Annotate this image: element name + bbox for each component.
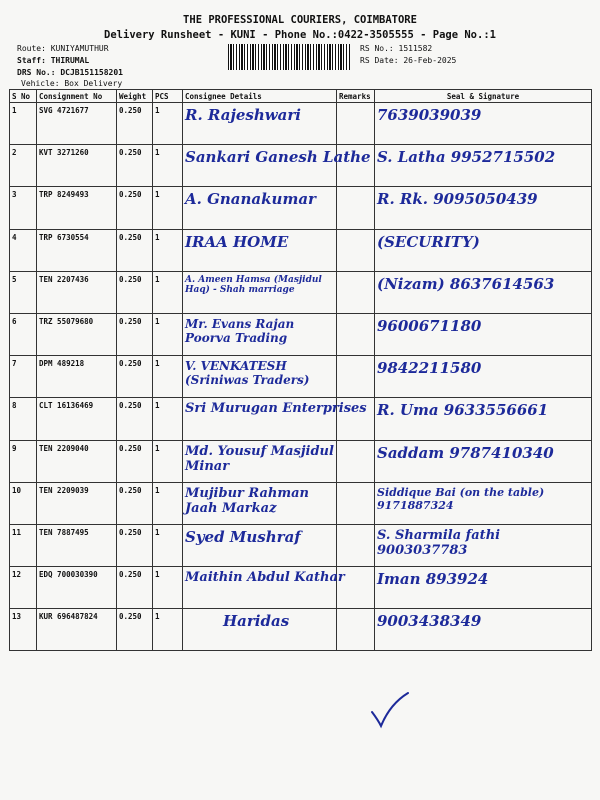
row-remarks	[337, 271, 375, 313]
row-consignee: Md. Yousuf Masjidul Minar	[183, 440, 337, 482]
table-row	[10, 482, 592, 524]
row-consignee: Mujibur Rahman Jaah Markaz	[183, 482, 337, 524]
row-consignee: Sri Murugan Enterprises	[183, 398, 337, 440]
row-consignment: EDQ 700030390	[37, 567, 117, 609]
row-sno: 10	[10, 482, 37, 524]
row-signature: 9600671180	[375, 313, 592, 355]
row-consignment: SVG 4721677	[37, 103, 117, 145]
row-weight: 0.250	[117, 356, 153, 398]
row-signature: 7639039039	[375, 103, 592, 145]
row-consignment: TEN 2207436	[37, 271, 117, 313]
row-consignment: DPM 489218	[37, 356, 117, 398]
row-pcs: 1	[153, 271, 183, 313]
table-row	[10, 229, 592, 271]
row-sno: 2	[10, 145, 37, 187]
row-signature: R. Uma 9633556661	[375, 398, 592, 440]
row-pcs: 1	[153, 313, 183, 355]
row-sno: 7	[10, 356, 37, 398]
row-consignee: R. Rajeshwari	[183, 103, 337, 145]
row-weight: 0.250	[117, 609, 153, 651]
table-row	[10, 609, 592, 651]
checkmark-icon	[368, 690, 412, 730]
row-weight: 0.250	[117, 567, 153, 609]
table-row	[10, 524, 592, 566]
row-remarks	[337, 482, 375, 524]
row-sno: 1	[10, 103, 37, 145]
row-consignee: Syed Mushraf	[183, 524, 337, 566]
row-consignment: TRP 8249493	[37, 187, 117, 229]
column-header: Consignee Details	[183, 90, 337, 103]
row-pcs: 1	[153, 187, 183, 229]
row-pcs: 1	[153, 609, 183, 651]
table-header-row	[10, 90, 592, 103]
row-remarks	[337, 356, 375, 398]
rs-date: RS Date: 26-Feb-2025	[360, 56, 457, 65]
row-weight: 0.250	[117, 271, 153, 313]
row-signature: S. Latha 9952715502	[375, 145, 592, 187]
row-consignee: Maithin Abdul Kathar	[183, 567, 337, 609]
table-row	[10, 187, 592, 229]
row-remarks	[337, 609, 375, 651]
column-header: Consignment No	[37, 90, 117, 103]
row-signature: (Nizam) 8637614563	[375, 271, 592, 313]
row-weight: 0.250	[117, 482, 153, 524]
row-remarks	[337, 229, 375, 271]
row-consignee: Sankari Ganesh Lathe	[183, 145, 337, 187]
row-remarks	[337, 103, 375, 145]
row-weight: 0.250	[117, 440, 153, 482]
row-pcs: 1	[153, 145, 183, 187]
row-sno: 5	[10, 271, 37, 313]
column-header: PCS	[153, 90, 183, 103]
row-consignment: TEN 2209039	[37, 482, 117, 524]
row-consignment: TRZ 55079680	[37, 313, 117, 355]
table-row	[10, 356, 592, 398]
row-remarks	[337, 524, 375, 566]
row-weight: 0.250	[117, 145, 153, 187]
row-sno: 4	[10, 229, 37, 271]
row-sno: 6	[10, 313, 37, 355]
runsheet-subtitle: Delivery Runsheet - KUNI - Phone No.:0422-3505555 - Page No.:1	[104, 29, 496, 41]
row-weight: 0.250	[117, 313, 153, 355]
row-pcs: 1	[153, 398, 183, 440]
row-remarks	[337, 440, 375, 482]
company-title: THE PROFESSIONAL COURIERS, COIMBATORE	[183, 14, 417, 26]
row-sno: 13	[10, 609, 37, 651]
row-consignee: Mr. Evans Rajan Poorva Trading	[183, 313, 337, 355]
drs-number: DRS No.: DCJB151158201	[17, 68, 123, 77]
row-weight: 0.250	[117, 524, 153, 566]
row-signature: 9003438349	[375, 609, 592, 651]
table-row	[10, 145, 592, 187]
row-sno: 11	[10, 524, 37, 566]
row-remarks	[337, 187, 375, 229]
row-signature: 9842211580	[375, 356, 592, 398]
row-signature: Siddique Bai (on the table) 9171887324	[375, 482, 592, 524]
table-row	[10, 313, 592, 355]
table-row	[10, 567, 592, 609]
row-pcs: 1	[153, 356, 183, 398]
row-sno: 12	[10, 567, 37, 609]
row-consignee: A. Gnanakumar	[183, 187, 337, 229]
row-consignment: TRP 6730554	[37, 229, 117, 271]
column-header: Weight	[117, 90, 153, 103]
row-consignee: A. Ameen Hamsa (Masjidul Haq) - Shah marriage	[183, 271, 337, 313]
row-remarks	[337, 313, 375, 355]
row-weight: 0.250	[117, 229, 153, 271]
row-consignee: IRAA HOME	[183, 229, 337, 271]
row-signature: R. Rk. 9095050439	[375, 187, 592, 229]
row-pcs: 1	[153, 229, 183, 271]
row-signature: (SECURITY)	[375, 229, 592, 271]
row-consignee: Haridas	[183, 609, 337, 651]
row-sno: 9	[10, 440, 37, 482]
rs-number: RS No.: 1511582	[360, 44, 433, 53]
row-pcs: 1	[153, 567, 183, 609]
staff-label: Staff: THIRUMAL	[17, 56, 90, 65]
row-pcs: 1	[153, 440, 183, 482]
row-signature: S. Sharmila fathi 9003037783	[375, 524, 592, 566]
row-sno: 3	[10, 187, 37, 229]
row-sno: 8	[10, 398, 37, 440]
row-consignee: V. VENKATESH (Sriniwas Traders)	[183, 356, 337, 398]
column-header: S No	[10, 90, 37, 103]
row-pcs: 1	[153, 103, 183, 145]
row-consignment: KVT 3271260	[37, 145, 117, 187]
table-row	[10, 440, 592, 482]
vehicle-label: Vehicle: Box Delivery	[21, 79, 123, 88]
route-label: Route: KUNIYAMUTHUR	[17, 44, 109, 53]
runsheet-table	[9, 89, 592, 651]
table-row	[10, 103, 592, 145]
row-weight: 0.250	[117, 398, 153, 440]
row-pcs: 1	[153, 524, 183, 566]
row-consignment: TEN 7887495	[37, 524, 117, 566]
column-header: Remarks	[337, 90, 375, 103]
row-consignment: TEN 2209040	[37, 440, 117, 482]
barcode	[228, 44, 350, 70]
table-row	[10, 271, 592, 313]
row-weight: 0.250	[117, 103, 153, 145]
table-row	[10, 398, 592, 440]
row-consignment: KUR 696487824	[37, 609, 117, 651]
row-signature: Iman 893924	[375, 567, 592, 609]
row-pcs: 1	[153, 482, 183, 524]
column-header: Seal & Signature	[375, 90, 592, 103]
row-consignment: CLT 16136469	[37, 398, 117, 440]
row-signature: Saddam 9787410340	[375, 440, 592, 482]
row-weight: 0.250	[117, 187, 153, 229]
